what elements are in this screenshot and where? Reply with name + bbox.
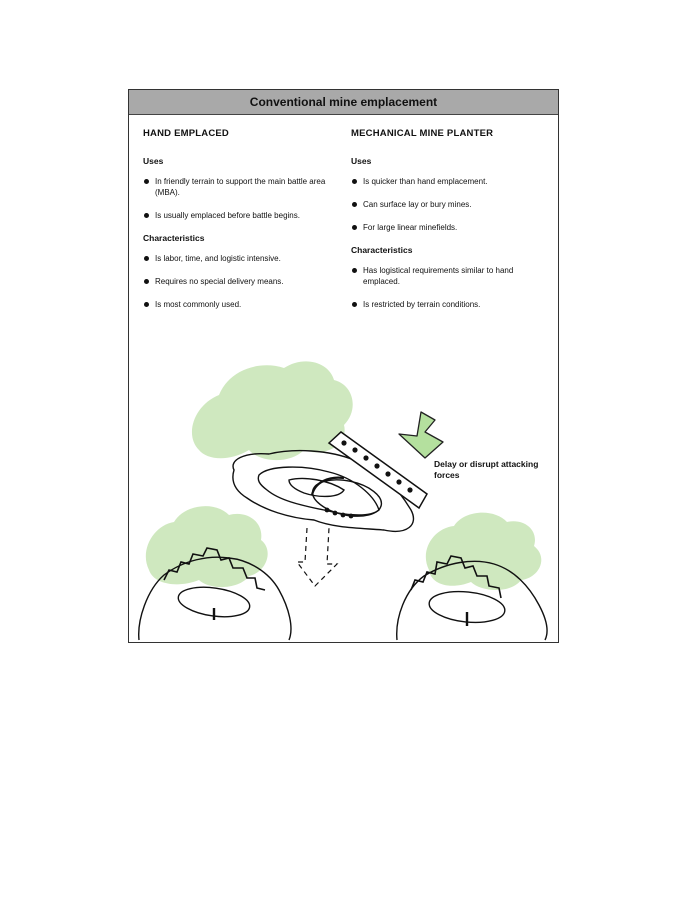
minefield-illustration [129, 350, 559, 642]
hand-emplaced-column [143, 128, 339, 322]
list-item [143, 253, 339, 264]
list-item [143, 176, 339, 198]
central-target-ellipse [309, 474, 385, 522]
figure-title: Conventional mine emplacement [129, 90, 558, 115]
list-item [351, 222, 551, 233]
mine-dot [325, 508, 330, 513]
list-item [143, 299, 339, 310]
bullet-icon [144, 179, 149, 184]
mechanical-characteristics-label: Characteristics [351, 245, 413, 255]
mine-dot [352, 447, 357, 452]
bullet-icon [352, 302, 357, 307]
bullet-icon [352, 202, 357, 207]
bullet-icon [352, 225, 357, 230]
list-item [351, 299, 551, 310]
list-item-text: Has logistical requirements similar to hand emplaced. [363, 266, 514, 286]
mine-dot [385, 471, 390, 476]
hand-emplaced-heading: HAND EMPLACED [143, 128, 229, 139]
mechanical-planter-column [351, 128, 551, 322]
mine-dot [333, 511, 338, 516]
list-item-text: Is quicker than hand emplacement. [363, 177, 488, 186]
diagram-callout: Delay or disrupt attacking forces [434, 459, 539, 480]
hill-middle-contour [258, 467, 379, 515]
mechanical-uses-list [351, 176, 551, 233]
bullet-icon [144, 279, 149, 284]
list-item [351, 265, 551, 287]
bullet-icon [144, 302, 149, 307]
bullet-icon [144, 213, 149, 218]
hand-characteristics-label: Characteristics [143, 233, 205, 243]
hand-uses-label: Uses [143, 156, 164, 166]
mine-dot [341, 440, 346, 445]
list-item-text: Requires no special delivery means. [155, 277, 284, 286]
figure-frame [128, 89, 559, 643]
list-item [143, 210, 339, 221]
shrub-foliage-right [426, 513, 541, 590]
list-item [143, 276, 339, 287]
bullet-icon [352, 179, 357, 184]
list-item [351, 199, 551, 210]
list-item-text: For large linear minefields. [363, 223, 458, 232]
bullet-icon [352, 268, 357, 273]
list-item-text: In friendly terrain to support the main battle area (MBA). [155, 177, 326, 197]
hill-outer-contour [233, 451, 414, 532]
mechanical-planter-heading: MECHANICAL MINE PLANTER [351, 128, 494, 139]
bullet-icon [144, 256, 149, 261]
list-item-text: Can surface lay or bury mines. [363, 200, 472, 209]
mine-dot [349, 514, 354, 519]
mine-dot [374, 463, 379, 468]
list-item [351, 176, 551, 187]
list-item-text: Is labor, time, and logistic intensive. [155, 254, 281, 263]
mechanical-characteristics-list [351, 265, 551, 310]
list-item-text: Is most commonly used. [155, 300, 242, 309]
attack-direction-arrow [399, 412, 443, 458]
list-item-text: Is restricted by terrain conditions. [363, 300, 481, 309]
list-item-text: Is usually emplaced before battle begins. [155, 211, 300, 220]
central-hill [233, 451, 414, 532]
mine-dot [363, 455, 368, 460]
mechanical-uses-label: Uses [351, 156, 372, 166]
mine-dot [396, 479, 401, 484]
mine-dot [341, 513, 346, 518]
tree-foliage-left [192, 361, 353, 460]
mine-dot [407, 487, 412, 492]
arrow-shape [399, 412, 443, 458]
hand-characteristics-list [143, 253, 339, 310]
hand-uses-list [143, 176, 339, 221]
dashed-movement-arrow [297, 528, 337, 586]
